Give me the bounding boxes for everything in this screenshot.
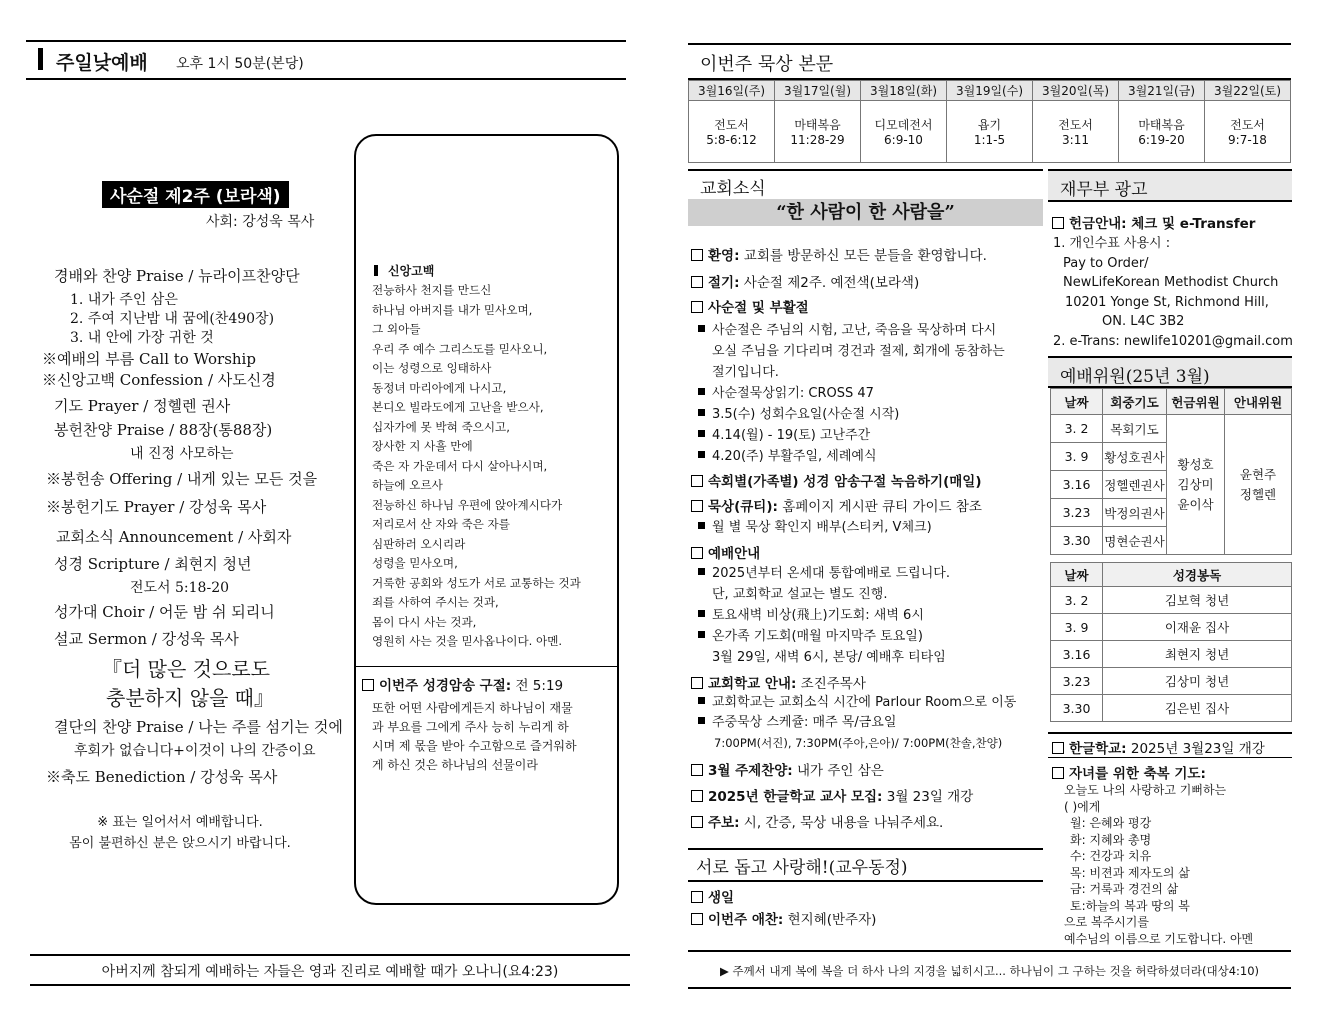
table-row: 3. 9 이재윤 집사 xyxy=(1051,614,1292,641)
date-cell: 3월21일(금) xyxy=(1119,81,1205,101)
order-item: 2. 주여 지난밤 내 꿈에(찬490장) xyxy=(70,311,275,327)
news-rule xyxy=(688,169,1043,171)
finance-title: 재무부 광고 xyxy=(1060,180,1148,200)
order-item: 성가대 Choir / 어둔 밤 쉬 되리니 xyxy=(54,603,275,621)
leader: 사회: 강성욱 목사 xyxy=(206,214,315,230)
bullet-icon xyxy=(698,522,705,529)
ref-cell: 욥기 1:1-5 xyxy=(947,101,1033,163)
order-item: 후회가 없습니다+이것이 나의 간증이요 xyxy=(74,743,316,759)
offering-guide: 헌금안내: 체크 및 e-Transfer xyxy=(1052,212,1255,232)
list-item: 7:00PM(서진), 7:30PM(주아,은아)/ 7:00PM(찬솔,찬양) xyxy=(714,736,1003,750)
ref-cell: 전도서 3:11 xyxy=(1033,101,1119,163)
bullet-icon xyxy=(698,697,705,704)
news-worship: 예배안내 xyxy=(691,542,760,562)
news-theme-song: 3월 주제찬양: 내가 주인 삼은 xyxy=(691,759,884,779)
footer-rule-bottom xyxy=(30,984,630,986)
list-item: 사순절은 주님의 시험, 고난, 죽음을 묵상하며 다시 xyxy=(698,320,1005,341)
news-school: 교회학교 안내: 조진주목사 xyxy=(691,672,866,692)
ref-cell: 마태복음 6:19-20 xyxy=(1119,101,1205,163)
checkbox-icon xyxy=(691,249,703,261)
list-item: 4.20(주) 부활주일, 세례예식 xyxy=(698,446,1005,467)
date-cell: 3월20일(목) xyxy=(1033,81,1119,101)
school-rule xyxy=(1048,732,1292,734)
bullet-icon xyxy=(698,610,705,617)
ref-cell: 전도서 5:8-6:12 xyxy=(689,101,775,163)
order-item: 3. 내 안에 가장 귀한 것 xyxy=(70,330,214,346)
date-cell: 3월19일(수) xyxy=(947,81,1033,101)
offering-team: 황성호 김상미 윤이삭 xyxy=(1167,415,1225,555)
order-item: 결단의 찬양 Praise / 나는 주를 섬기는 것에 xyxy=(54,718,343,736)
footer-verse: 아버지께 참되게 예배하는 자들은 영과 진리로 예배할 때가 오나니(요4:23) xyxy=(101,964,559,980)
meditation-refs xyxy=(689,101,1291,163)
news-qt: 묵상(큐티): 홈페이지 게시판 큐티 가이드 참조 xyxy=(691,495,982,515)
column-header: 안내위원 xyxy=(1225,389,1292,415)
bullet-icon xyxy=(698,451,705,458)
top-rule xyxy=(26,40,626,42)
checkbox-icon xyxy=(1052,217,1064,229)
list-item: 사순절묵상읽기: CROSS 47 xyxy=(698,383,1005,404)
meditation-table xyxy=(688,80,1291,163)
list-item: 토요새벽 비상(飛上)기도회: 새벽 6시 xyxy=(698,605,950,626)
news-teacher: 2025년 한글학교 교사 모집: 3월 23일 개강 xyxy=(691,785,973,805)
prayer-rule xyxy=(1048,757,1292,758)
column-header: 회중기도 xyxy=(1103,389,1167,415)
list-item: 2025년부터 온세대 통합예배로 드립니다. xyxy=(698,563,950,584)
bullet-icon xyxy=(698,717,705,724)
ref-cell: 디모데전서 6:9-10 xyxy=(861,101,947,163)
korean-school: 한글학교: 2025년 3월23일 개강 xyxy=(1052,737,1265,757)
order-item: ※축도 Benediction / 강성욱 목사 xyxy=(46,768,278,786)
staff-title: 예배위원(25년 3월) xyxy=(1060,367,1210,387)
bullet-icon xyxy=(698,325,705,332)
order-item: 내 진정 사모하는 xyxy=(130,446,234,462)
news-title: 교회소식 xyxy=(700,179,766,199)
table-row: 3.16 정헬렌권사 xyxy=(1051,471,1292,499)
table-row: 3.30 명현순권사 xyxy=(1051,527,1292,555)
prayer-title: 자녀를 위한 축복 기도: xyxy=(1052,762,1206,782)
checkbox-icon xyxy=(691,891,703,903)
bullet-icon xyxy=(698,409,705,416)
order-item: ※신앙고백 Confession / 사도신경 xyxy=(42,371,276,389)
news-weekly-memory: 속회별(가족별) 성경 암송구절 녹음하기(매일) xyxy=(691,470,982,490)
checkbox-icon xyxy=(691,475,703,487)
creed-bar xyxy=(374,265,378,276)
service-time: 오후 1시 50분(본당) xyxy=(176,56,304,72)
checkbox-icon xyxy=(1052,767,1064,779)
table-row: 3.30 김은빈 집사 xyxy=(1051,695,1292,722)
checkbox-icon xyxy=(691,913,703,925)
order-item: 봉헌찬양 Praise / 88장(통88장) xyxy=(54,421,273,439)
checkbox-icon xyxy=(362,679,374,691)
checkbox-icon xyxy=(691,301,703,313)
checkbox-icon xyxy=(691,764,703,776)
date-cell: 3월18일(화) xyxy=(861,81,947,101)
staff-table xyxy=(1050,388,1292,555)
table-row: 3. 2 목회기도 황성호 김상미 윤이삭 윤현주 정헬렌 xyxy=(1051,415,1292,443)
footer-rule xyxy=(30,954,630,956)
date-cell: 3월22일(토) xyxy=(1205,81,1291,101)
reading-table xyxy=(1050,562,1292,722)
bullet-icon xyxy=(698,568,705,575)
mutual-rule-2 xyxy=(688,880,1043,882)
order-item: ※봉헌송 Offering / 내게 있는 모든 것을 xyxy=(46,470,318,488)
order-item: 1. 내가 주인 삼은 xyxy=(70,292,178,308)
lent-list xyxy=(698,320,1005,467)
checkbox-icon xyxy=(691,500,703,512)
ref-cell: 전도서 9:7-18 xyxy=(1205,101,1291,163)
header-bar xyxy=(38,48,43,70)
news-lent: 사순절 및 부활절 xyxy=(691,296,809,316)
meditation-title: 이번주 묵상 본문 xyxy=(700,54,834,75)
top-rule xyxy=(688,43,1291,45)
memory-verse-heading: 이번주 성경암송 구절: 전 5:19 xyxy=(362,674,563,694)
news-welcome: 환영: 교회를 방문하신 모든 분들을 환영합니다. xyxy=(691,244,987,264)
ref-cell: 마태복음 11:28-29 xyxy=(775,101,861,163)
list-item: 3.5(수) 성회수요일(사순절 시작) xyxy=(698,404,1005,425)
mutual-birthday: 생일 xyxy=(691,886,734,906)
usher-team: 윤현주 정헬렌 xyxy=(1225,415,1292,555)
news-season: 절기: 사순절 제2주. 예전색(보라색) xyxy=(691,271,919,291)
sermon-title: 충분하지 않을 때』 xyxy=(106,686,274,710)
worship-list xyxy=(698,563,950,668)
column-header: 헌금위원 xyxy=(1167,389,1225,415)
checkbox-icon xyxy=(1052,742,1064,754)
table-header xyxy=(1051,563,1292,587)
memory-verse-text: 또한 어떤 사람에게든지 하나님이 재물 과 부요를 그에게 주사 능히 누리게 하 시며 제 몫을 받아 수고함으로 즐거워하 게 하신 것은 하나님의 선물이라 xyxy=(372,701,577,772)
date-cell: 3월16일(주) xyxy=(689,81,775,101)
order-item: ※예배의 부름 Call to Worship xyxy=(42,350,256,368)
order-item: ※봉헌기도 Prayer / 강성욱 목사 xyxy=(46,498,267,516)
mutual-banchan: 이번주 애찬: 현지혜(반주자) xyxy=(691,908,876,928)
news-banner: “한 사람이 한 사람을” xyxy=(688,199,1043,226)
school-list xyxy=(698,693,1016,753)
checkbox-icon xyxy=(691,677,703,689)
list-item: 교회학교는 교회소식 시간에 Parlour Room으로 이동 xyxy=(698,693,1016,713)
creed-divider xyxy=(355,666,618,667)
meditation-dates xyxy=(689,81,1291,101)
table-row: 3.23 박정의권사 xyxy=(1051,499,1292,527)
list-item: 온가족 기도회(매월 마지막주 토요일) xyxy=(698,626,950,647)
table-row: 3. 9 황성호권사 xyxy=(1051,443,1292,471)
checkbox-icon xyxy=(691,816,703,828)
date-cell: 3월17일(월) xyxy=(775,81,861,101)
mutual-title: 서로 돕고 사랑해!(교우동정) xyxy=(696,858,908,878)
service-title: 주일낮예배 xyxy=(56,52,148,74)
table-header xyxy=(1051,389,1292,415)
news-bulletin: 주보: 시, 간증, 묵상 내용을 나눠주세요. xyxy=(691,811,943,831)
order-item: 전도서 5:18-20 xyxy=(130,580,230,596)
prayer-lines: 오늘도 나의 사랑하고 기뻐하는 ( )에게 월: 은혜와 평강 화: 지혜와 총명 수: 건강과 치유 목: 비젼과 제자도의 삶 금: 거룩과 경건의 삶 토:하늘의 복과 땅의 복 으로 복주시기를 예수님의 이름으로 기도합니다. 아멘 xyxy=(1064,783,1254,946)
checkbox-icon xyxy=(691,547,703,559)
order-item: 경배와 찬양 Praise / 뉴라이프찬양단 xyxy=(54,267,300,285)
creed-text: 전능하사 천지를 만드신 하나님 아버지를 내가 믿사오며, 그 외아들 우리 주 예수 그리스도를 믿사오니, 이는 성령으로 잉태하사 동정녀 마리아에게 나시고, 본디오 빌라도에게 고난을 받으사, 십자가에 못 박혀 죽으시고, 장사한 지 사흘 만에 죽은 자 가운데서 다시 살아나시며, 하늘에 오르사 전능하신 하나님 우편에 앉아계시다가 저리로서 산 자와 죽은 자를 심판하러 오시리라 성령을 믿사오며, 거룩한 공회와 성도가 서로 교통하는 것과 죄를 사하여 주시는 것과, 몸이 다시 사는 것과, 영원히 사는 것을 믿사옵나이다. 아멘. xyxy=(372,283,581,648)
footer-verse: ▶ 주께서 내게 복에 복을 더 하사 나의 지경을 넓히시고... 하나님이 그 구하는 것을 허락하셨더라(대상4:10) xyxy=(719,964,1260,978)
checkbox-icon xyxy=(691,276,703,288)
list-item: 3월 29일, 새벽 6시, 본당/ 예배후 티타임 xyxy=(712,650,946,665)
column-header: 날짜 xyxy=(1051,563,1103,587)
order-item: 교회소식 Announcement / 사회자 xyxy=(56,528,292,546)
season-banner: 사순절 제2주 (보라색) xyxy=(102,181,289,208)
bullet-icon xyxy=(698,388,705,395)
order-item: 설교 Sermon / 강성욱 목사 xyxy=(54,630,239,648)
qt-item: 월 별 묵상 확인지 배부(스티커, V체크) xyxy=(698,516,932,535)
table-row: 3.23 김상미 청년 xyxy=(1051,668,1292,695)
list-item: 4.14(월) - 19(토) 고난주간 xyxy=(698,425,1005,446)
column-header: 날짜 xyxy=(1051,389,1103,415)
standing-note: ※ 표는 일어서서 예배합니다. 몸이 불편하신 분은 앉으시기 바랍니다. xyxy=(69,815,291,851)
creed-title: 신앙고백 xyxy=(374,262,434,279)
table-row: 3. 2 김보혁 청년 xyxy=(1051,587,1292,614)
footer-rule-bottom xyxy=(688,987,1291,989)
order-item: 기도 Prayer / 정헬렌 권사 xyxy=(54,397,231,415)
header-rule xyxy=(26,78,626,80)
footer-rule xyxy=(688,950,1291,952)
list-item: 주중묵상 스케쥴: 매주 목/금요일 xyxy=(698,713,1016,733)
checkbox-icon xyxy=(691,790,703,802)
list-item: 단, 교회학교 설교는 별도 진행. xyxy=(712,587,888,602)
list-item: 절기입니다. xyxy=(712,365,779,380)
list-item: 오실 주님을 기다리며 경건과 절제, 회개에 동참하는 xyxy=(712,344,1005,359)
bullet-icon xyxy=(698,430,705,437)
bullet-icon xyxy=(698,631,705,638)
mutual-rule xyxy=(688,848,1043,850)
sermon-title: 『더 많은 것으로도 xyxy=(102,657,270,681)
table-row: 3.16 최현지 청년 xyxy=(1051,641,1292,668)
offering-lines: 1. 개인수표 사용시 : Pay to Order/ NewLifeKorean Methodist Church 10201 Yonge St, Richmond Hill, ON. L4C 3B2 2. e-Trans: newlife10201@gmail.com xyxy=(1053,236,1293,349)
column-header: 성경봉독 xyxy=(1103,563,1292,587)
order-item: 성경 Scripture / 최현지 청년 xyxy=(54,555,252,573)
